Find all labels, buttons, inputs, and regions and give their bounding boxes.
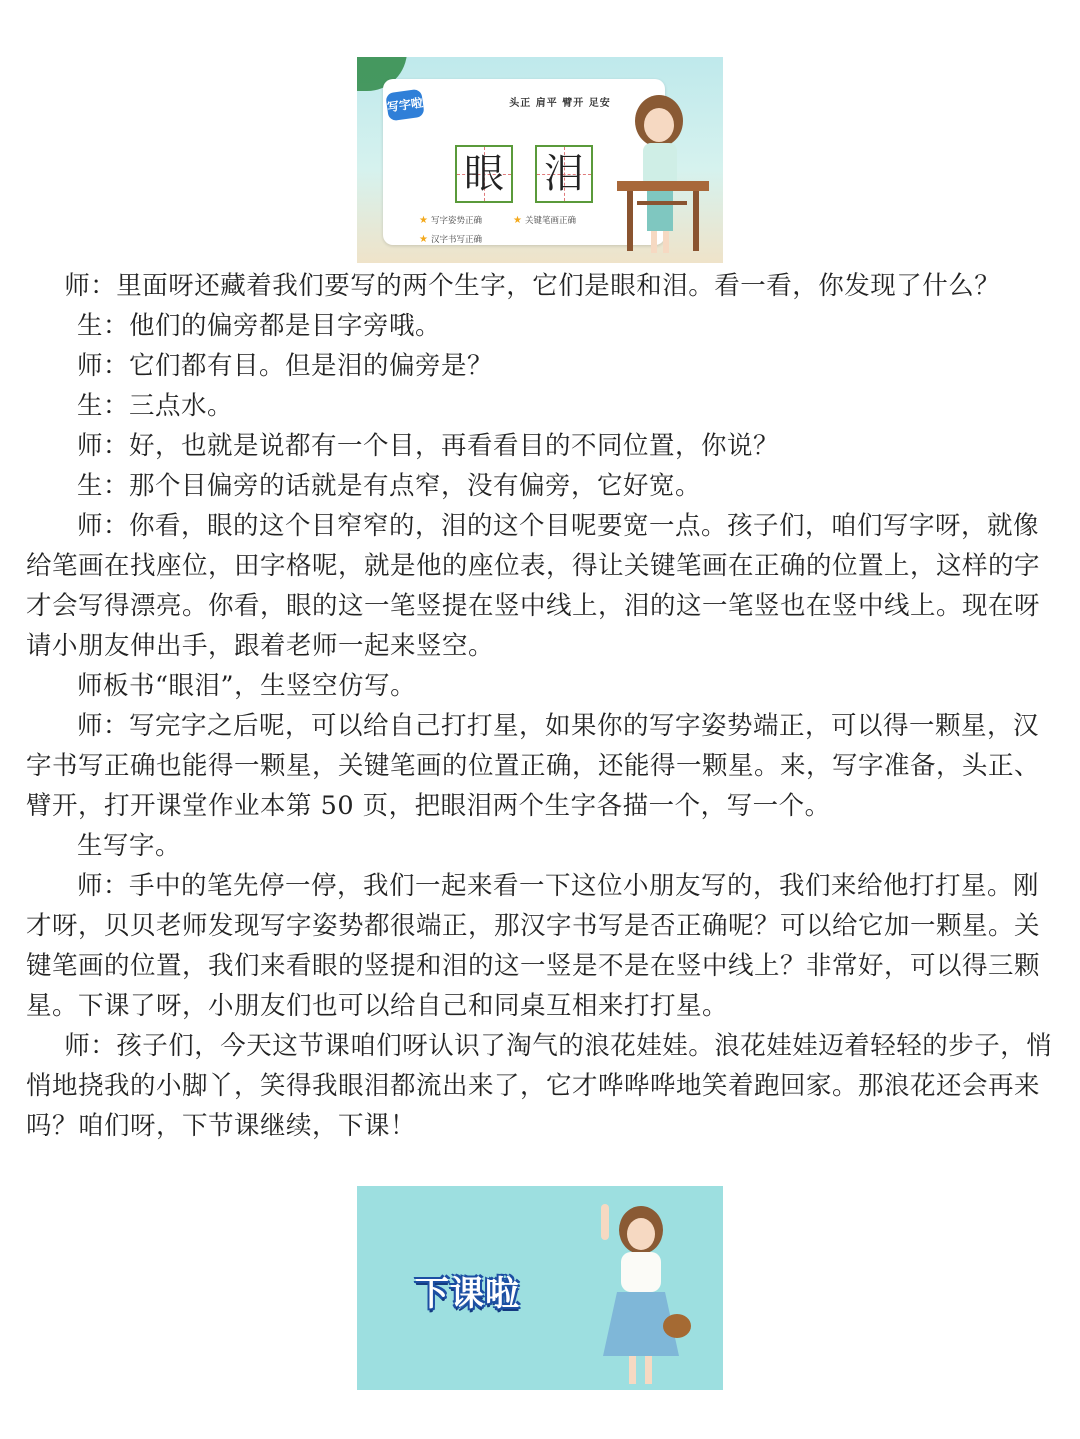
paragraph-2: 生：他们的偏旁都是目字旁哦。: [77, 311, 442, 341]
criterion-strokes: ★ 关键笔画正确: [513, 215, 576, 226]
class-over-title: 下课啦: [415, 1274, 520, 1314]
paragraph-7: 师：你看，眼的这个目窄窄的，泪的这个目呢要宽一点。孩子们，咱们写字呀，就像给笔画在找座位，田字格呢，就是他的座位表，得让关键笔画在正确的位置上，这样的字才会写得漂亮。你看，眼的这一笔竖提在竖中线上，泪的这一笔竖也在竖中线上。现在呀请小朋友伸出手，跟着老师一起来竖空。: [26, 511, 1041, 661]
star-icon: ★: [513, 215, 522, 226]
class-dismissed-slide: [357, 1186, 723, 1390]
writing-logo: 写字啦: [385, 89, 425, 122]
paragraph-11: 师：手中的笔先停一停，我们一起来看一下这位小朋友写的，我们来给他打打星。刚才呀，贝贝老师发现写字姿势都很端正，那汉字书写是否正确呢？可以给它加一颗星。关键笔画的位置，我们来看眼的竖提和泪的这一竖是不是在竖中线上？非常好，可以得三颗星。下课了呀，小朋友们也可以给自己和同桌互相来打打星。: [26, 871, 1041, 1021]
paragraph-4: 生：三点水。: [77, 391, 234, 421]
char-grid-2: 泪: [535, 145, 593, 203]
star-icon: ★: [419, 215, 428, 226]
lesson-transcript: [26, 266, 1060, 1146]
paragraph-10: 生写字。: [77, 831, 182, 861]
waving-girl-illustration: [583, 1196, 703, 1390]
paragraph-5: 师：好，也就是说都有一个目，再看看目的不同位置，你说？: [77, 431, 780, 461]
char-grid-1: 眼: [455, 145, 513, 203]
paragraph-6: 生：那个目偏旁的话就是有点窄，没有偏旁，它好宽。: [77, 471, 702, 501]
paragraph-9: 师：写完字之后呢，可以给自己打打星，如果你的写字姿势端正，可以得一颗星，汉字书写正确也能得一颗星，关键笔画的位置正确，还能得一颗星。来，写字准备，头正、臂开，打开课堂作业本第 50 页，把眼泪两个生字各描一个，写一个。: [26, 711, 1041, 821]
paragraph-8: 师板书“眼泪”，生竖空仿写。: [77, 671, 417, 701]
criterion-writing: ★ 汉字书写正确: [419, 234, 482, 245]
paragraph-3: 师：它们都有目。但是泪的偏旁是？: [77, 351, 494, 381]
paragraph-1: 师：里面呀还藏着我们要写的两个生字，它们是眼和泪。看一看，你发现了什么？: [64, 271, 1001, 301]
posture-header: 头正 肩平 臂开 足安: [509, 98, 611, 109]
paragraph-12: 师：孩子们，今天这节课咱们呀认识了淘气的浪花娃娃。浪花娃娃迈着轻轻的步子，悄悄地挠我的小脚丫，笑得我眼泪都流出来了，它才哗哗哗地笑着跑回家。那浪花还会再来吗？咱们呀，下节课继续，下课！: [26, 1031, 1053, 1141]
criterion-posture: ★ 写字姿势正确: [419, 215, 482, 226]
lesson-slide-writing: [357, 57, 723, 263]
star-icon: ★: [419, 234, 428, 245]
girl-at-desk-illustration: [607, 83, 717, 263]
